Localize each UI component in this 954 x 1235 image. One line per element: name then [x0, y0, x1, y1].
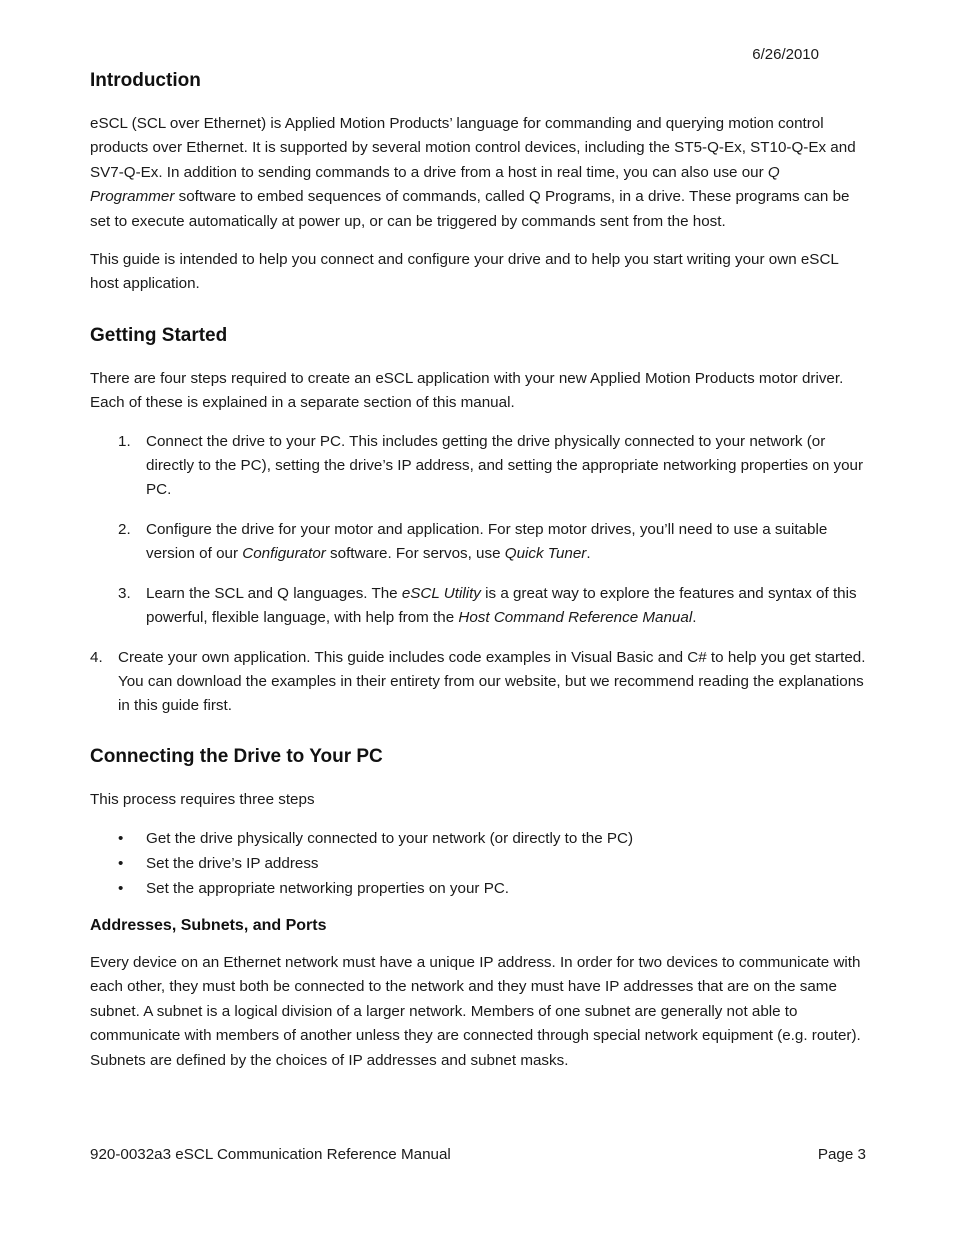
emphasis-escl-utility: eSCL Utility [401, 584, 481, 602]
list-item: • Set the drive’s IP address [90, 851, 866, 876]
step-item-2: 2. Configure the drive for your motor and application. For step motor drives, you’ll need to use a suitable version of our Configurator software. For servos, use Quick Tuner. [90, 518, 866, 566]
page-content [90, 68, 866, 1087]
bullet-icon: • [118, 880, 124, 898]
steps-list [90, 430, 866, 718]
step-number: 3. [118, 584, 131, 602]
step-item-4 [90, 646, 866, 718]
getting-started-paragraph: There are four steps required to create an eSCL application with your new Applied Motion Products motor driver. Each of these is explained in a separate section of this manual. [90, 369, 844, 412]
step-number: 2. [118, 520, 131, 538]
page-footer [90, 1146, 866, 1163]
bullet-icon: • [118, 855, 124, 873]
bullet-icon: • [118, 830, 124, 848]
list-item: • Set the appropriate networking properties on your PC. [90, 876, 866, 901]
footer-document-title: 920-0032a3 eSCL Communication Reference Manual [90, 1146, 451, 1163]
step-item-3: 3. Learn the SCL and Q languages. The eSCL Utility is a great way to explore the features and syntax of this powerful, flexible language, with help from the Host Command Reference Manual. [90, 582, 866, 630]
heading-introduction: Introduction [90, 70, 201, 91]
step-text: Connect the drive to your PC. This includes getting the drive physically connected to your network (or directly to the PC), setting the drive’s IP address, and setting the appropriate networking properties on your PC. [146, 432, 864, 498]
list-item: • Get the drive physically connected to your network (or directly to the PC) [90, 826, 866, 851]
step-item-1 [90, 430, 866, 502]
section-introduction [90, 68, 866, 297]
step-number: 1. [118, 432, 131, 450]
intro-paragraph-2: This guide is intended to help you connect and configure your drive and to help you start writing your own eSCL host application. [90, 251, 839, 293]
section-connecting [90, 744, 866, 1073]
section-getting-started [90, 323, 866, 718]
bullet-list [90, 826, 866, 901]
heading-getting-started: Getting Started [90, 324, 228, 346]
footer-page-number: Page 3 [817, 1146, 866, 1163]
header-date: 6/26/2010 [752, 46, 819, 63]
emphasis-configurator: Configurator [242, 544, 326, 562]
addresses-paragraph: Every device on an Ethernet network must have a unique IP address. In order for two devices to communicate with each other, they must both be connected to the network and they must have IP addresses that are on the same subnet. A subnet is a logical division of a larger network. Members of one subnet are generally not able to communicate with members of another unless they are connected through special network equipment (e.g. router). Subnets are defined by the choices of IP addresses and subnet masks. [90, 954, 861, 1069]
intro-paragraph-1: eSCL (SCL over Ethernet) is Applied Motion Products’ language for commanding and querying motion control products over Ethernet. It is supported by several motion control devices, including the ST5-Q-Ex, ST10-Q-Ex and SV7-Q-Ex. In addition to sending commands to a drive from a host in real time, you can also use our Q Programmer software to embed sequences of commands, called Q Programs, in a drive. These programs can be set to execute automatically at power up, or can be triggered by commands sent from the host. [90, 115, 856, 230]
connecting-paragraph: This process requires three steps [90, 790, 315, 808]
step-text: Create your own application. This guide includes code examples in Visual Basic and C# to help you get started. You can download the examples in their entirety from our website, but we recommend reading the explanations in this guide first. [118, 648, 866, 714]
emphasis-quick-tuner: Quick Tuner [504, 544, 587, 562]
step-number: 4. [90, 648, 103, 666]
emphasis-host-command-manual: Host Command Reference Manual [458, 608, 693, 626]
emphasis-q-programmer: Q Programmer [90, 163, 780, 206]
subheading-addresses: Addresses, Subnets, and Ports [90, 917, 327, 935]
heading-connecting: Connecting the Drive to Your PC [90, 745, 383, 767]
